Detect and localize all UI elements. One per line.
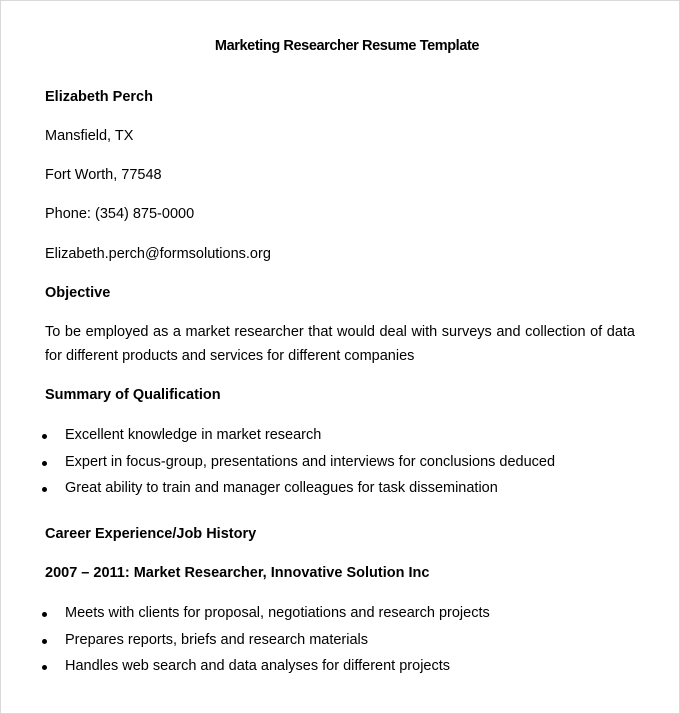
- bullet-icon: [42, 612, 47, 617]
- contact-email: Elizabeth.perch@formsolutions.org: [45, 246, 271, 262]
- contact-city: Mansfield, TX: [45, 128, 134, 144]
- list-item-text: Meets with clients for proposal, negotiations and research projects: [65, 605, 490, 621]
- list-item-text: Excellent knowledge in market research: [65, 427, 322, 443]
- bullet-icon: [42, 434, 47, 439]
- document-title: Marketing Researcher Resume Template: [214, 38, 480, 54]
- bullet-icon: [42, 461, 47, 466]
- list-item-text: Expert in focus-group, presentations and interviews for conclusions deduced: [65, 453, 556, 470]
- qualifications-heading: Summary of Qualification: [45, 387, 221, 403]
- contact-phone: Phone: (354) 875-0000: [45, 206, 195, 222]
- objective-text: To be employed as a market researcher that would deal with surveys and collection of data for different products and services for different companies: [45, 324, 635, 364]
- list-item-text: Prepares reports, briefs and research materials: [65, 631, 369, 648]
- bullet-icon: [42, 487, 47, 492]
- experience-heading: Career Experience/Job History: [45, 526, 257, 542]
- bullet-icon: [42, 639, 47, 644]
- contact-address: Fort Worth, 77548: [45, 167, 162, 183]
- list-item-text: Handles web search and data analyses for different projects: [65, 658, 451, 674]
- objective-heading: Objective: [45, 285, 111, 301]
- applicant-name: Elizabeth Perch: [45, 89, 153, 105]
- job-heading: 2007 – 2011: Market Researcher, Innovative Solution Inc: [45, 565, 430, 581]
- list-item-text: Great ability to train and manager colleagues for task dissemination: [65, 480, 498, 496]
- bullet-icon: [42, 665, 47, 670]
